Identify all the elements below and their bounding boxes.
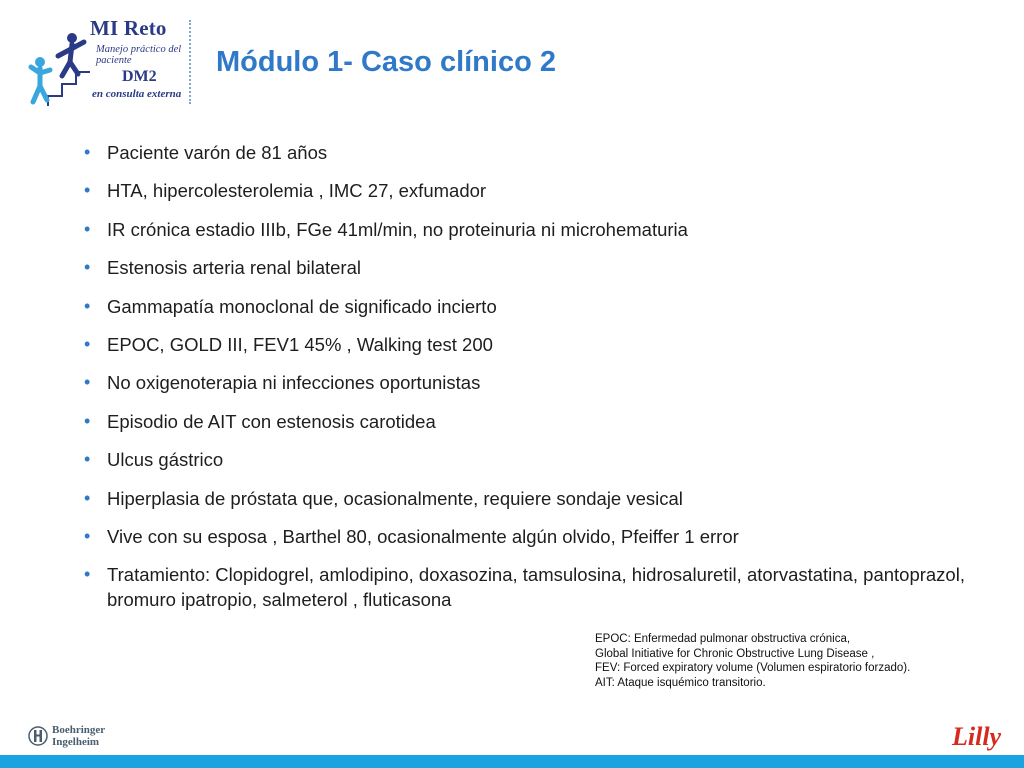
bullet-marker-icon: •: [84, 410, 91, 431]
mi-reto-logo: [28, 18, 188, 106]
abbreviations-footnote: [595, 632, 1015, 690]
boehringer-ingelheim-logo: [28, 723, 138, 751]
bullet-marker-icon: •: [84, 218, 91, 239]
bullet-text: Paciente varón de 81 años: [107, 142, 328, 163]
bullet-item: [84, 217, 984, 242]
bullet-marker-icon: •: [84, 564, 91, 585]
bullet-marker-icon: •: [84, 257, 91, 278]
bullet-item: [84, 332, 984, 357]
boehringer-line2: Ingelheim: [52, 736, 100, 748]
bullet-list: [84, 140, 984, 626]
logo-dm2: DM2: [122, 68, 157, 85]
bullet-text: Ulcus gástrico: [107, 449, 224, 471]
header-divider: [189, 20, 191, 104]
people-climbing-icon: [28, 26, 98, 110]
boehringer-text: [52, 724, 105, 748]
logo-title: MI Reto: [90, 16, 167, 40]
footnote-line: EPOC: Enfermedad pulmonar obstructiva crónica,: [595, 633, 851, 645]
bullet-text: IR crónica estadio IIIb, FGe 41ml/min, no proteinuria ni microhematuria: [107, 218, 688, 240]
boehringer-line1: Boehringer: [52, 724, 106, 736]
bullet-text: Tratamiento: Clopidogrel, amlodipino, doxasozina, tamsulosina, hidrosaluretil, atorvastatina, pantoprazol, bromuro ipatropio, salmeterol , fluticasona: [107, 564, 965, 611]
footnote-line: FEV: Forced expiratory volume (Volumen espiratorio forzado).: [595, 662, 911, 674]
boehringer-emblem-icon: [28, 725, 48, 747]
bullet-marker-icon: •: [84, 295, 91, 316]
bullet-text: EPOC, GOLD III, FEV1 45% , Walking test 200: [107, 333, 493, 355]
bottom-bar: [0, 755, 1024, 768]
bullet-item: [84, 486, 984, 511]
bullet-marker-icon: •: [84, 333, 91, 354]
bullet-text: Estenosis arteria renal bilateral: [107, 257, 361, 279]
bullet-text: Hiperplasia de próstata que, ocasionalmente, requiere sondaje vesical: [107, 487, 683, 509]
bullet-item: [84, 409, 984, 434]
bullet-item: [84, 524, 984, 549]
lilly-logo: Lilly: [952, 722, 1002, 751]
bullet-marker-icon: •: [84, 487, 91, 508]
bullet-marker-icon: •: [84, 180, 91, 201]
bullet-text: Vive con su esposa , Barthel 80, ocasionalmente algún olvido, Pfeiffer 1 error: [107, 525, 739, 547]
bullet-item: [84, 447, 984, 472]
bullet-item: [84, 178, 984, 203]
slide-title: Módulo 1- Caso clínico 2: [216, 46, 556, 78]
logo-consulta: en consulta externa: [92, 88, 182, 100]
bullet-text: Gammapatía monoclonal de significado incierto: [107, 295, 497, 317]
bullet-marker-icon: •: [84, 449, 91, 470]
footnote-line: AIT: Ataque isquémico transitorio.: [595, 676, 766, 689]
bullet-item: [84, 255, 984, 280]
logo-subtitle: Manejo práctico del paciente: [96, 44, 182, 66]
footnote-line: Global Initiative for Chronic Obstructive Lung Disease ,: [595, 647, 875, 660]
bullet-item: [84, 140, 984, 165]
bullet-text: Episodio de AIT con estenosis carotidea: [107, 410, 436, 432]
bullet-item: [84, 562, 984, 612]
bullet-marker-icon: •: [84, 142, 91, 162]
bullet-item: [84, 294, 984, 319]
bullet-marker-icon: •: [84, 372, 91, 393]
bullet-text: HTA, hipercolesterolemia , IMC 27, exfumador: [107, 180, 487, 202]
bullet-marker-icon: •: [84, 525, 91, 546]
bullet-item: [84, 370, 984, 395]
bullet-text: No oxigenoterapia ni infecciones oportunistas: [107, 372, 481, 394]
